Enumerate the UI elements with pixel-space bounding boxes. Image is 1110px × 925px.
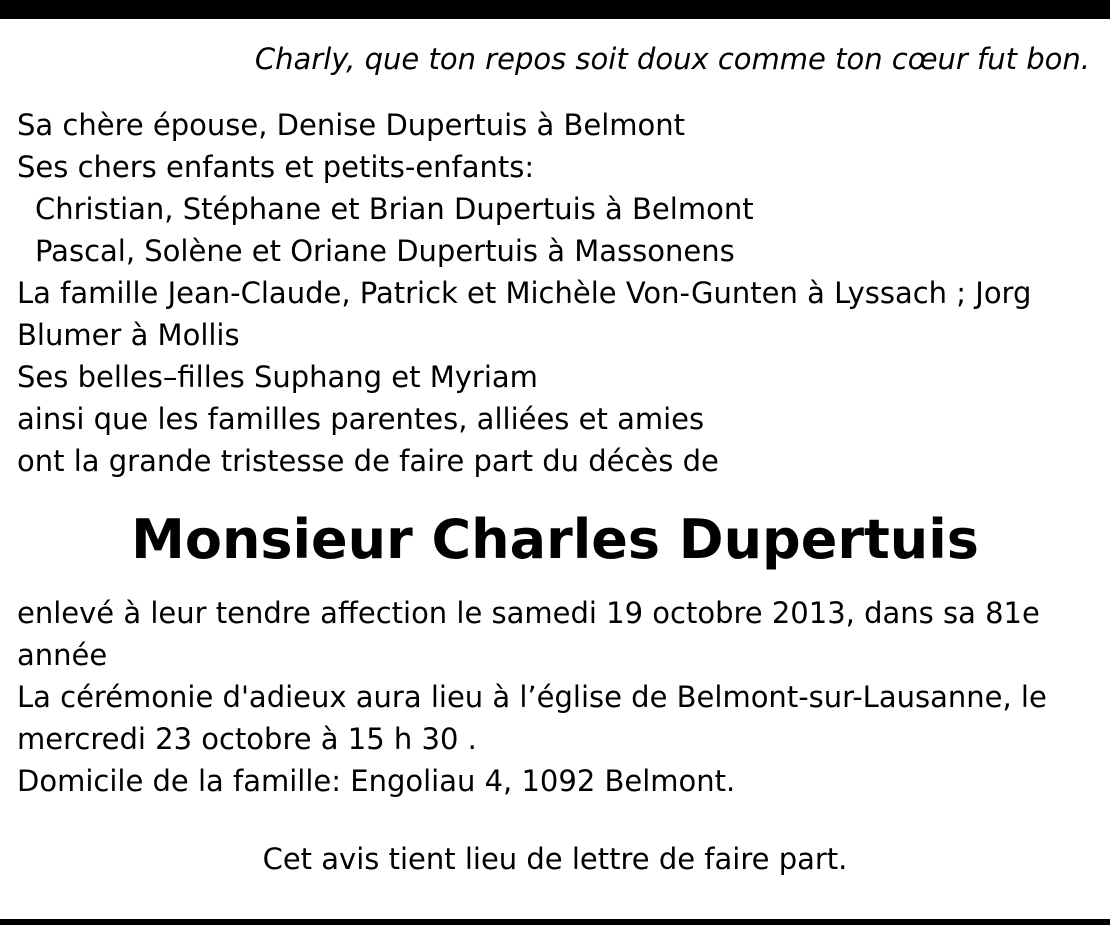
deceased-name: Monsieur Charles Dupertuis: [131, 508, 979, 571]
family-line: Ses belles–filles Suphang et Myriam: [17, 360, 538, 394]
family-line: Ses chers enfants et petits-enfants:: [17, 150, 535, 184]
family-line: Pascal, Solène et Oriane Dupertuis à Massonens: [35, 234, 735, 268]
detail-line: Domicile de la famille: Engoliau 4, 1092 Belmont.: [17, 764, 736, 798]
family-line: ont la grande tristesse de faire part du décès de: [17, 444, 719, 478]
epigraph: Charly, que ton repos soit doux comme ton cœur fut bon.: [254, 42, 1090, 76]
family-line: Blumer à Mollis: [17, 318, 240, 352]
family-line: La famille Jean-Claude, Patrick et Michèle Von-Gunten à Lyssach ; Jorg: [17, 276, 1032, 310]
detail-line: enlevé à leur tendre affection le samedi 19 octobre 2013, dans sa 81e: [17, 596, 1040, 630]
bottom-border-rule: [0, 919, 1110, 925]
detail-line: année: [17, 638, 108, 672]
top-border-rule: [0, 0, 1110, 19]
closing-note: Cet avis tient lieu de lettre de faire part.: [262, 842, 848, 876]
family-line: ainsi que les familles parentes, alliées et amies: [17, 402, 705, 436]
family-line: Sa chère épouse, Denise Dupertuis à Belmont: [17, 108, 685, 142]
detail-line: mercredi 23 octobre à 15 h 30 .: [17, 722, 477, 756]
family-line: Christian, Stéphane et Brian Dupertuis à Belmont: [35, 192, 754, 226]
detail-line: La cérémonie d'adieux aura lieu à l’église de Belmont-sur-Lausanne, le: [17, 680, 1047, 714]
